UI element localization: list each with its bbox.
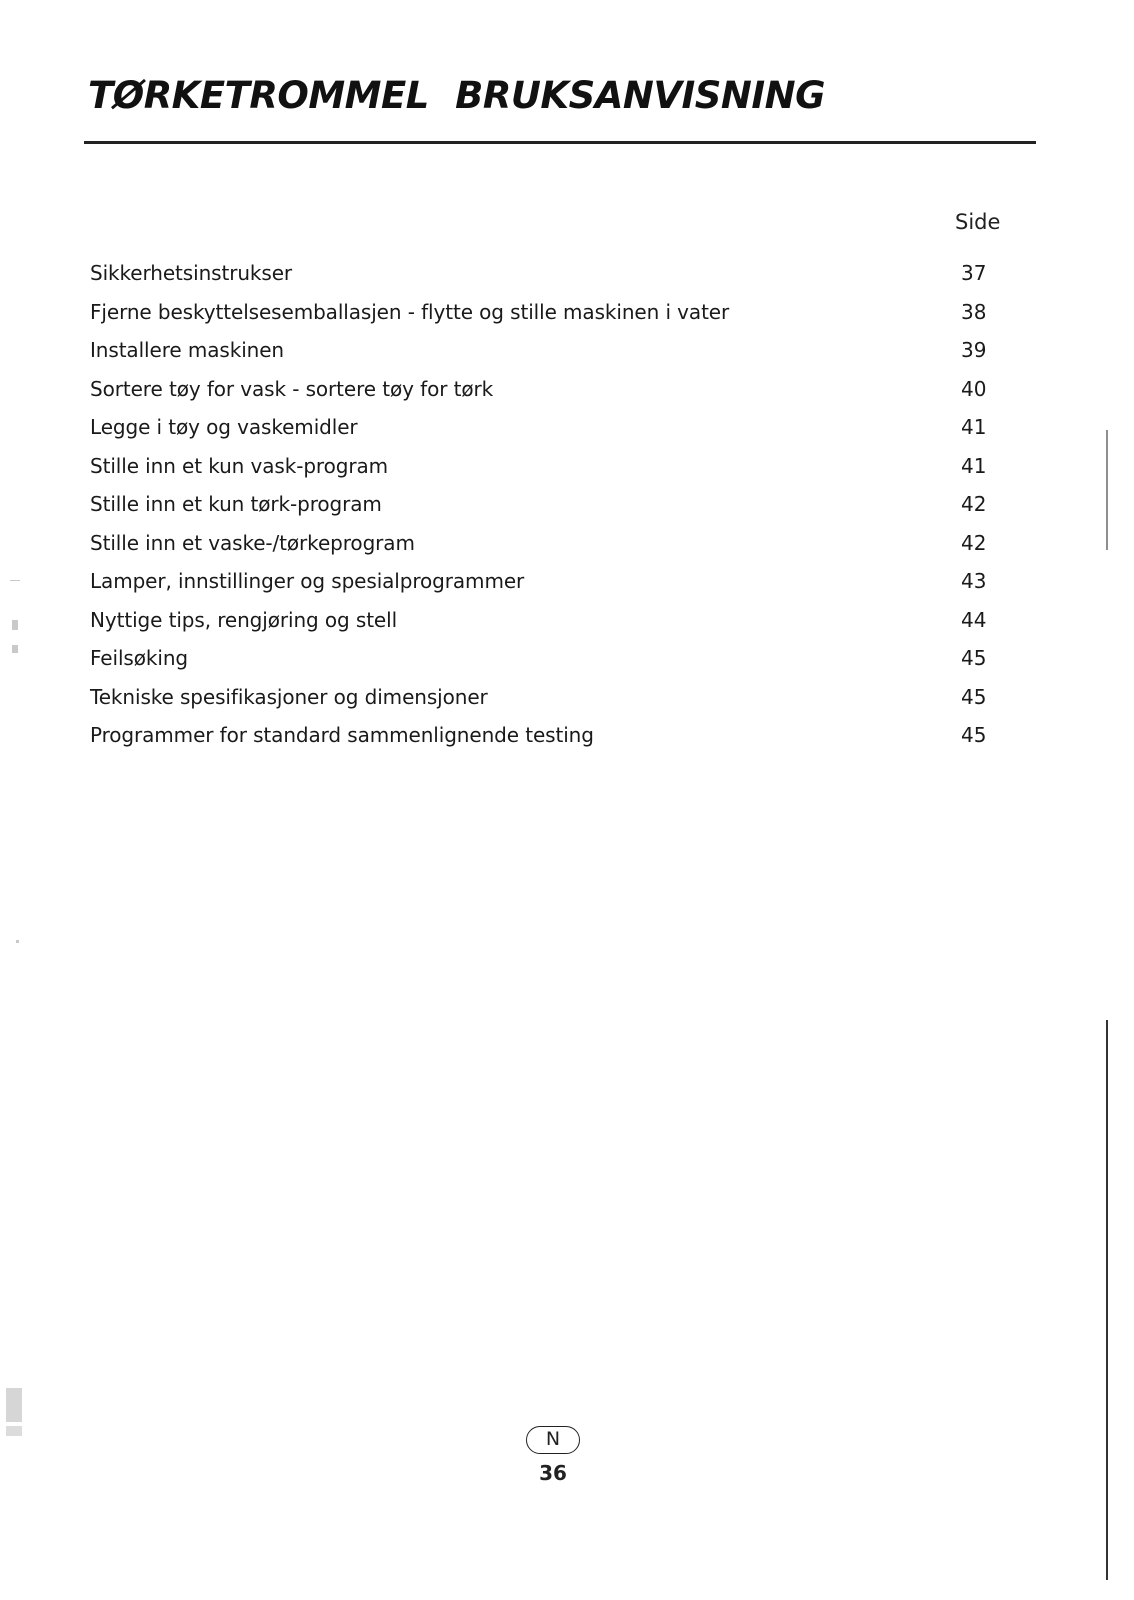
toc-entry-label: Legge i tøy og vaskemidler [90,415,358,439]
toc-entry [90,408,990,447]
title-divider [84,141,1036,144]
toc-entry-page: 43 [961,569,987,593]
toc-entry-label: Tekniske spesifikasjoner og dimensjoner [90,684,488,709]
language-badge: N [526,1426,580,1454]
toc-entry-page: 39 [961,338,987,362]
page-edge-line [1106,0,1108,1600]
toc-entry-label: Sikkerhetsinstrukser [90,261,293,285]
toc-entry-label: Stille inn et vaske-/tørkeprogram [90,530,415,555]
scan-artifacts [6,570,36,1470]
page-number: 36 [539,1461,567,1485]
toc-entry-label: Installere maskinen [90,338,285,362]
toc-entry-label: Stille inn et kun tørk-program [90,492,382,516]
toc-entry-page: 45 [961,684,987,709]
toc-entry-page: 37 [961,261,987,285]
table-of-contents [90,254,990,755]
toc-entry-page: 44 [961,607,987,632]
toc-entry [90,331,990,370]
toc-entry [90,601,990,640]
toc-entry-label: Programmer for standard sammenlignende testing [90,723,594,747]
toc-entry-page: 45 [961,723,987,747]
toc-entry-label: Fjerne beskyttelsesemballasjen - flytte og stille maskinen i vater [90,299,730,324]
toc-entry [90,293,990,332]
toc-entry-page: 41 [961,453,987,478]
toc-entry-label: Lamper, innstillinger og spesialprogrammer [90,569,525,593]
toc-entry-page: 40 [961,376,987,401]
toc-entry [90,639,990,678]
toc-entry-page: 45 [961,646,987,670]
toc-entry-page: 42 [961,492,987,516]
toc-entry [90,562,990,601]
toc-entry [90,485,990,524]
page-column-header: Side [955,210,1001,234]
toc-entry [90,447,990,486]
toc-entry-label: Nyttige tips, rengjøring og stell [90,607,398,632]
toc-entry [90,678,990,717]
toc-entry-label: Stille inn et kun vask-program [90,453,388,478]
toc-entry [90,716,990,755]
toc-entry [90,254,990,293]
toc-entry-page: 42 [961,530,987,555]
toc-entry [90,370,990,409]
toc-entry-label: Sortere tøy for vask - sortere tøy for tørk [90,376,494,401]
toc-entry-label: Feilsøking [90,646,188,670]
toc-entry [90,524,990,563]
toc-entry-page: 38 [961,299,987,324]
toc-entry-page: 41 [961,415,987,439]
page-title: TØRKETROMMEL BRUKSANVISNING [88,74,825,117]
